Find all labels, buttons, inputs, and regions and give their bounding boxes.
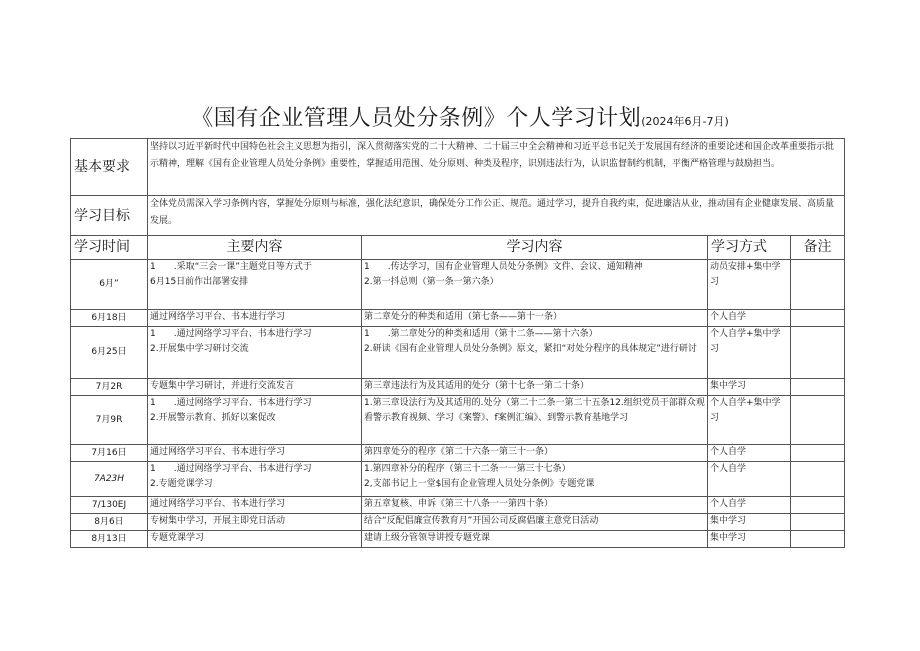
row-main-line: 通过网络学习平台、书本进行学习	[150, 447, 286, 457]
row-content-line: 1.第三章设法行为及其适用的.处分（第二十二条一第二十五条12.组织党员干部群众观看警示教育视频、学习《案警》、f案例汇编》、到警示教育基地学习	[364, 398, 705, 423]
row-method-line: 个人自学+集中学习	[710, 398, 781, 423]
row-note	[791, 396, 845, 445]
row-content-line: 1 .第二章处分的种类和适用（第十二条——第十六条）	[364, 329, 598, 339]
table-row	[71, 531, 845, 548]
row-content-line: 2.研读《国有企业管理人员处分条例》原文，紧扣“对处分程序的具体规定”进行研讨	[364, 344, 697, 354]
table-row	[71, 497, 845, 514]
row-method-line: 集中学习	[710, 516, 747, 526]
row-main-line: 专题党课学习	[150, 533, 205, 543]
row-note	[791, 445, 845, 462]
row-content-line: 2.第一抖总则（第一条一第六条）	[364, 277, 499, 287]
row-main-line: 2.开展集中学习研讨交流	[150, 344, 249, 354]
row-note	[791, 260, 845, 310]
row-main	[148, 497, 362, 514]
header-time: 学习时间	[71, 236, 148, 260]
row-main	[148, 462, 362, 497]
row-main-line: 通过网络学习平台、书本进行学习	[150, 499, 286, 509]
table-row	[71, 260, 845, 310]
row-content	[362, 462, 708, 497]
row-method-line: 集中学习	[710, 533, 747, 543]
row-content-line: 结合“反配倡廉宣传教育月”开国公司反腐倡廉主意党日活动	[364, 516, 599, 526]
row-method-line: 个人自学+集中学习	[710, 329, 781, 354]
basic-requirements-text: 坚持以习近平新时代中国特色社会主义思想为指引，深入贯彻落实党的二十大精神、二十届三中全会精神和习近平总书记关于发展国有经济的重要论述和国企改革重要指示批示精神，理解《国有企业管理人员处分条例》重要性，掌握适用范围、处分原则、种类及程序，识别违法行为，认识监督制约机制，平衡严格管理与鼓励担当。	[148, 139, 845, 196]
header-content: 学习内容	[362, 236, 708, 260]
row-date: 6月25日	[71, 327, 148, 379]
row-content	[362, 379, 708, 396]
row-content-line: 第三章违法行为及其适用的处分（第十七条一第二十条）	[364, 381, 590, 391]
row-method	[708, 379, 791, 396]
table-row	[71, 462, 845, 497]
learning-goals-row	[71, 196, 845, 236]
row-method-line: 个人自学	[710, 464, 747, 474]
row-content	[362, 531, 708, 548]
row-date: 7/130EJ	[71, 497, 148, 514]
row-main	[148, 327, 362, 379]
row-main-line: 专树集中学习，开展主即党日活动	[150, 516, 286, 526]
header-note: 备注	[791, 236, 845, 260]
row-content	[362, 396, 708, 445]
title-main: 《国有企业管理人员处分条例》个人学习计划	[191, 106, 642, 131]
row-note	[791, 327, 845, 379]
table-row	[71, 514, 845, 531]
row-date: 7A23H	[71, 462, 148, 497]
header-row	[71, 236, 845, 260]
row-content-line: 2,支部书记上一堂$国有企业管理人员处分条例》专题党课	[364, 479, 595, 489]
row-content	[362, 445, 708, 462]
row-method	[708, 260, 791, 310]
row-method	[708, 445, 791, 462]
header-main: 主要内容	[148, 236, 362, 260]
row-content	[362, 497, 708, 514]
row-content	[362, 310, 708, 327]
row-content-line: 1.第四章补分的程序（第三十二条一一第三十七条）	[364, 464, 571, 474]
row-method	[708, 310, 791, 327]
table-row	[71, 445, 845, 462]
row-content-line: 第二章处分的种类和适用（第七条——第十一条）	[364, 312, 563, 322]
table-row	[71, 310, 845, 327]
row-main	[148, 260, 362, 310]
row-note	[791, 531, 845, 548]
row-method-line: 个人自学	[710, 312, 747, 322]
row-content-line: 建请上级分管领导讲授专题党课	[364, 533, 491, 543]
row-method-line: 个人自学	[710, 447, 747, 457]
row-method-line: 集中学习	[710, 381, 747, 391]
row-note	[791, 497, 845, 514]
row-method	[708, 514, 791, 531]
study-plan-table	[70, 138, 845, 548]
row-note	[791, 462, 845, 497]
row-date: 7月16日	[71, 445, 148, 462]
row-main	[148, 514, 362, 531]
row-date: 8月6日	[71, 514, 148, 531]
table-row	[71, 396, 845, 445]
row-main	[148, 531, 362, 548]
table-row	[71, 379, 845, 396]
basic-requirements-row	[71, 139, 845, 196]
row-method	[708, 531, 791, 548]
header-method: 学习方式	[708, 236, 791, 260]
row-main-line: 6月15日前作出部署安排	[150, 277, 249, 287]
row-content-line: 第五章复核、申诉《第三十八条一一第四十条）	[364, 499, 554, 509]
row-content-line: 第四章处分的程序《第二十六条一第三十一条）	[364, 447, 554, 457]
row-main-line: 1 .采取“三会一课”主题党日等方式于	[150, 262, 312, 272]
page-title	[0, 104, 920, 137]
learning-goals-text: 全体党员需深入学习条例内容，掌握处分原则与标准，强化法纪意识，确保处分工作公正、规范。通过学习，提升自我约束，促进廉洁从业，推动国有企业健康发展、高质量发展。	[148, 196, 845, 236]
row-main-line: 专题集中学习研讨，并进行交流发言	[150, 381, 295, 391]
row-note	[791, 310, 845, 327]
row-main	[148, 310, 362, 327]
row-content	[362, 327, 708, 379]
row-content	[362, 514, 708, 531]
row-main	[148, 379, 362, 396]
table-row	[71, 327, 845, 379]
basic-requirements-label: 基本要求	[71, 139, 148, 196]
row-main	[148, 445, 362, 462]
row-method	[708, 396, 791, 445]
row-main-line: 2.开展警示教育、抓好以案促改	[150, 413, 276, 423]
row-method-line: 个人自学	[710, 499, 747, 509]
row-note	[791, 514, 845, 531]
row-main-line: 1 .通过网络学习平台、书本进行学习	[150, 398, 312, 408]
row-note	[791, 379, 845, 396]
row-main-line: 1 .通过网络学习平台、书本进行学习	[150, 464, 312, 474]
row-date: 6月”	[71, 260, 148, 310]
row-main-line: 通过网络学习平台、书本进行学习	[150, 312, 286, 322]
row-method	[708, 327, 791, 379]
row-method	[708, 462, 791, 497]
title-sub: (2024年6月-7月)	[641, 115, 729, 128]
row-main-line: 2.专题党课学习	[150, 479, 213, 489]
row-method	[708, 497, 791, 514]
row-date: 7月2R	[71, 379, 148, 396]
row-main-line: 1 .通过网络学习平台、书本进行学习	[150, 329, 312, 339]
row-content-line: 1 .传达学习，国有企业管理人员处分条例》文件、会议、通知精神	[364, 262, 643, 272]
row-content	[362, 260, 708, 310]
row-main	[148, 396, 362, 445]
learning-goals-label: 学习目标	[71, 196, 148, 236]
row-date: 8月13日	[71, 531, 148, 548]
row-method-line: 动员安排+集中学习	[710, 262, 781, 287]
row-date: 7月9R	[71, 396, 148, 445]
row-date: 6月18日	[71, 310, 148, 327]
